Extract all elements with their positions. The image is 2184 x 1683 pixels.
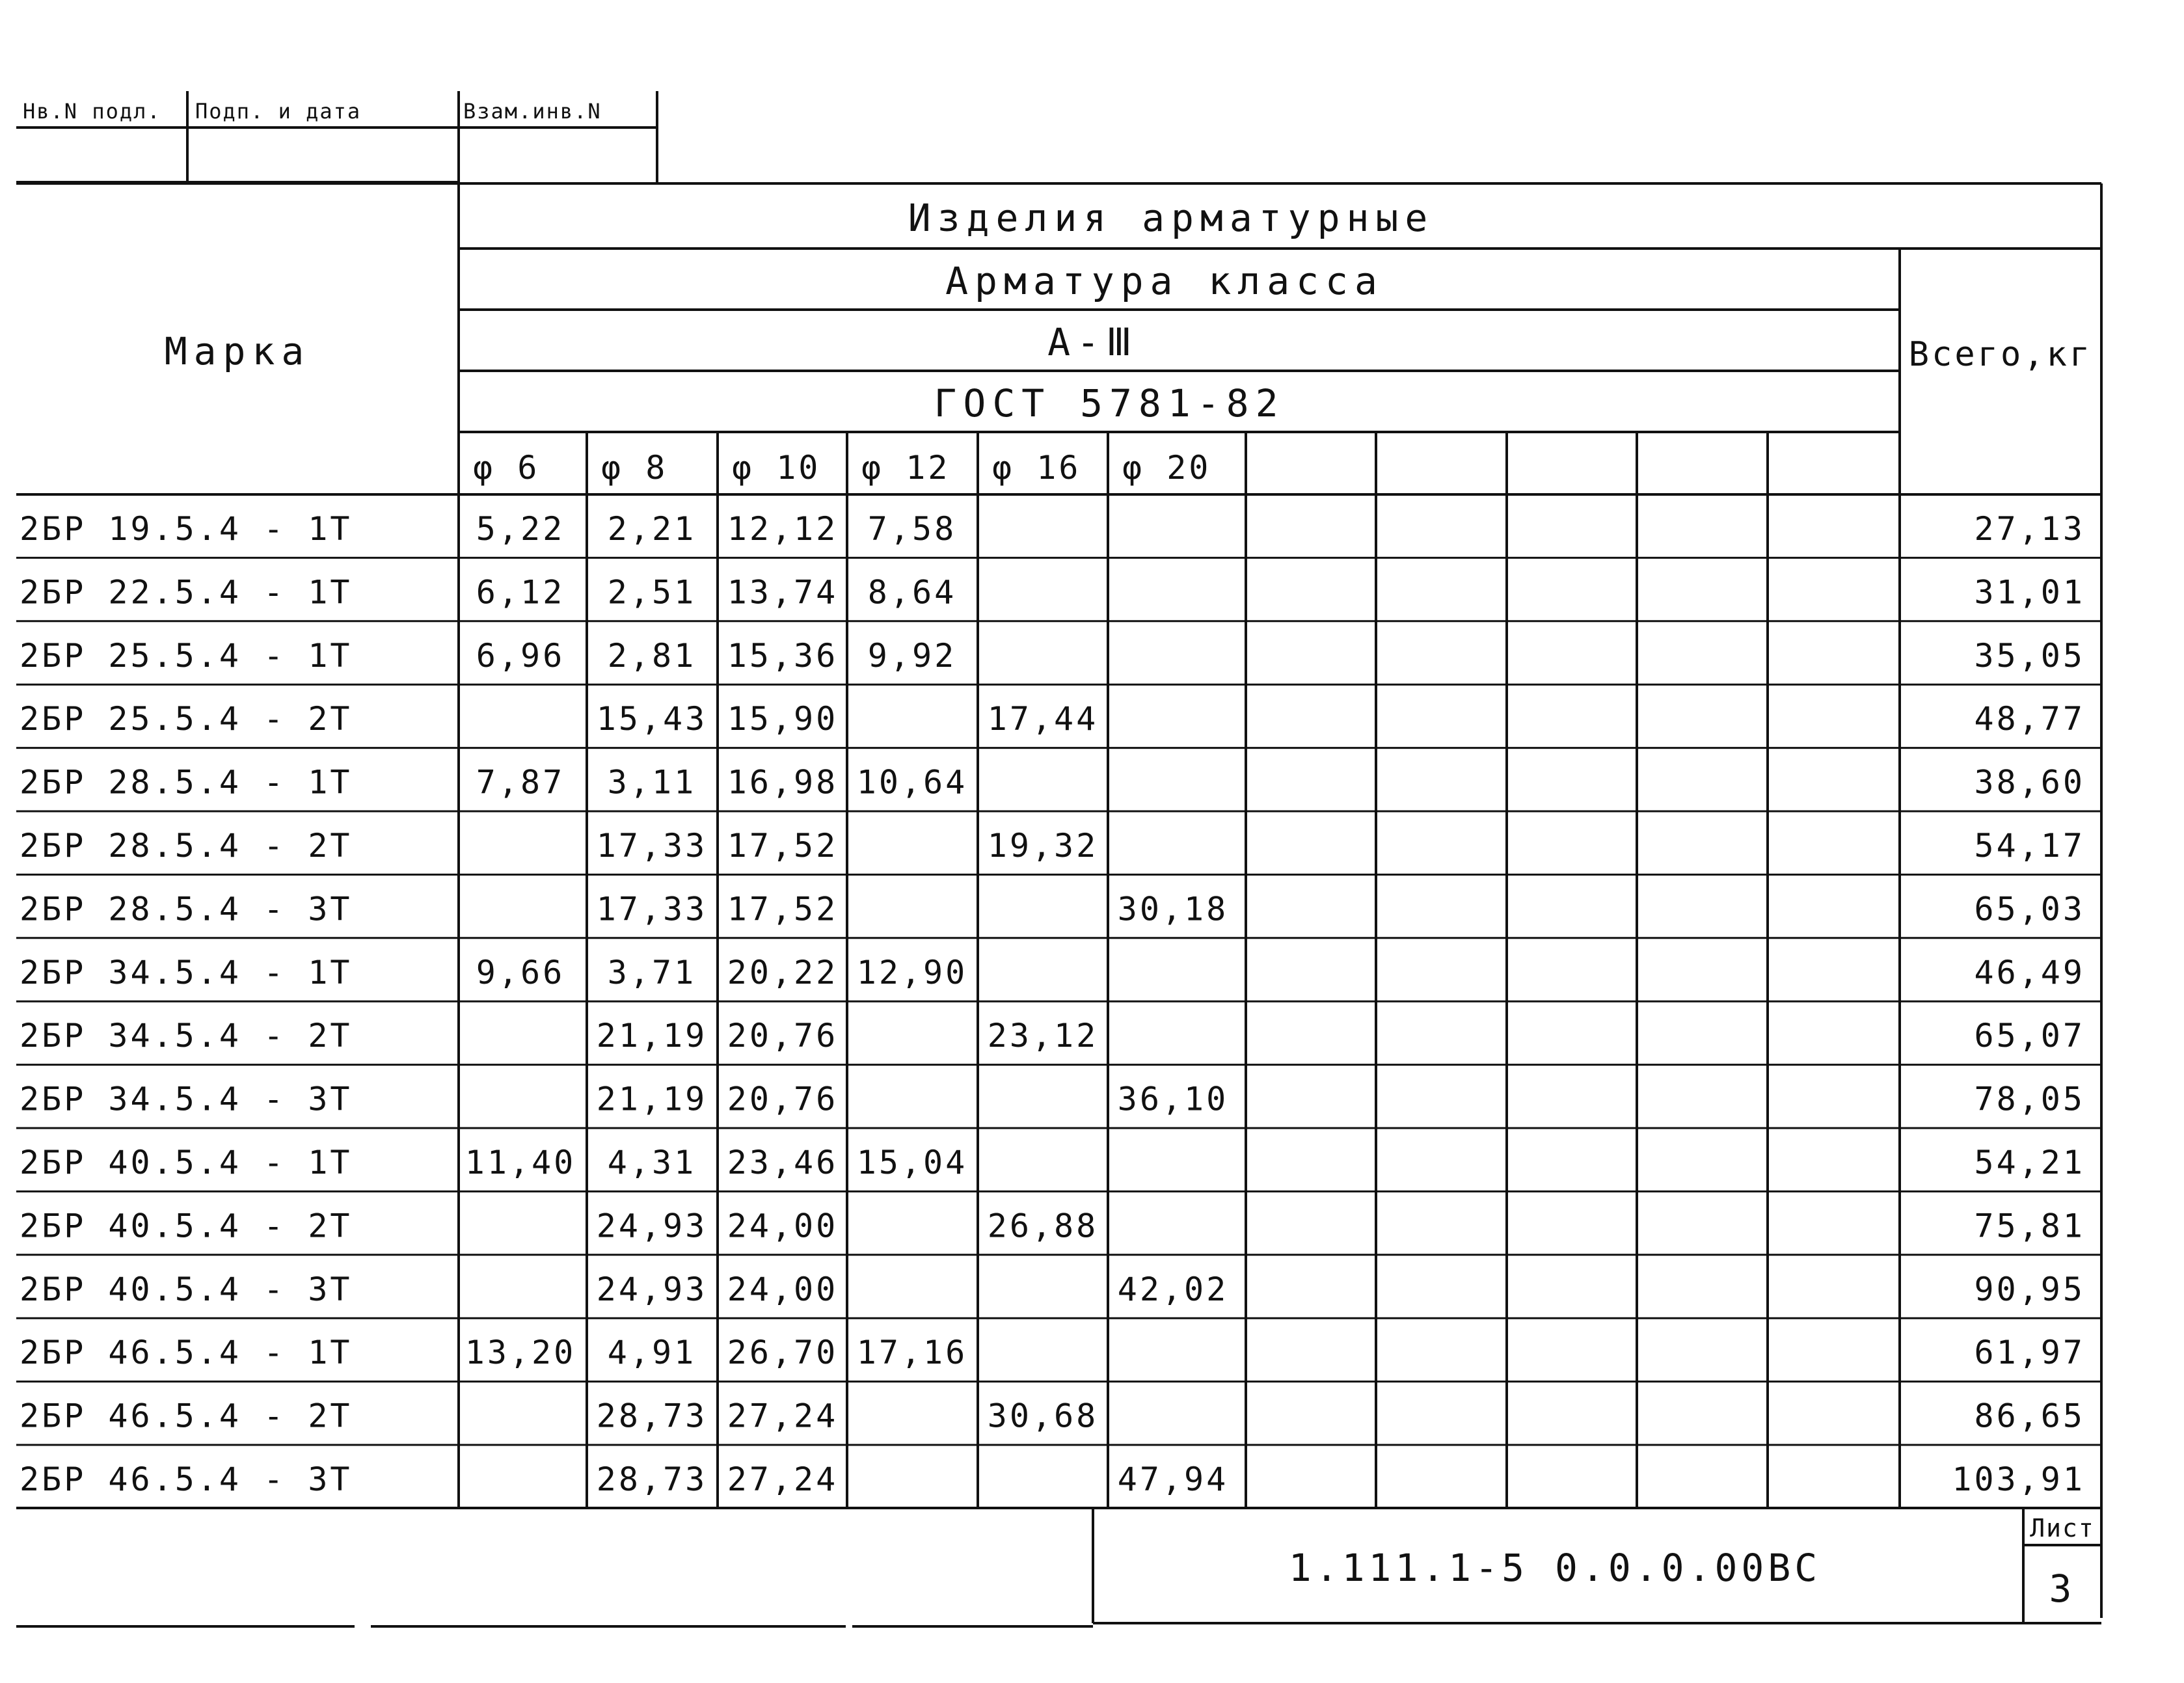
value-cell: 30,18 [1117, 890, 1229, 928]
value-cell: 9,66 [476, 953, 565, 991]
value-cell: 2,21 [607, 510, 697, 548]
value-cell: 11,40 [465, 1144, 576, 1181]
value-cell: 4,91 [607, 1334, 697, 1372]
value-cell: 17,16 [856, 1334, 968, 1372]
value-cell: 10,64 [856, 763, 968, 801]
mark-cell: 2БР 34.5.4 - 1Т [20, 953, 353, 991]
table-body [16, 510, 2101, 1508]
total-cell: 65,07 [1974, 1017, 2085, 1055]
document-code: 1.111.1-5 0.0.0.00ВС [1288, 1546, 1822, 1590]
diameter-header: φ 12 [861, 449, 950, 487]
approval-stamp-labels [23, 99, 602, 124]
mark-cell: 2БР 25.5.4 - 2Т [20, 700, 353, 738]
mark-cell: 2БР 46.5.4 - 1Т [20, 1334, 353, 1372]
value-cell: 36,10 [1117, 1080, 1229, 1118]
value-cell: 21,19 [596, 1080, 708, 1118]
value-cell: 23,12 [987, 1017, 1099, 1055]
rebar-class-label: Арматура класса [945, 259, 1384, 303]
mark-cell: 2БР 40.5.4 - 3Т [20, 1270, 353, 1308]
diameter-header: φ 16 [992, 449, 1081, 487]
value-cell: 5,22 [476, 510, 565, 548]
total-cell: 48,77 [1974, 700, 2085, 738]
total-cell: 54,21 [1974, 1144, 2085, 1181]
diameter-header: φ 6 [473, 449, 540, 487]
table-row [16, 510, 2101, 558]
value-cell: 27,24 [727, 1461, 839, 1498]
mark-cell: 2БР 34.5.4 - 2Т [20, 1017, 353, 1055]
value-cell: 3,71 [607, 953, 697, 991]
table-row [16, 1081, 2101, 1128]
mark-cell: 2БР 46.5.4 - 3Т [20, 1461, 353, 1498]
mark-cell: 2БР 28.5.4 - 1Т [20, 763, 353, 801]
table-row [16, 890, 2101, 937]
value-cell: 20,22 [727, 953, 839, 991]
value-cell: 17,52 [727, 827, 839, 865]
total-cell: 90,95 [1974, 1270, 2085, 1308]
value-cell: 19,32 [987, 827, 1099, 865]
value-cell: 47,94 [1117, 1461, 1229, 1498]
table-row [16, 1334, 2101, 1381]
value-cell: 20,76 [727, 1017, 839, 1055]
value-cell: 17,52 [727, 890, 839, 928]
total-cell: 65,03 [1974, 890, 2085, 928]
table-row [16, 954, 2101, 1001]
value-cell: 9,92 [867, 636, 957, 675]
sheet-label: Лист [2030, 1514, 2095, 1542]
value-cell: 12,12 [727, 510, 839, 548]
total-cell: 54,17 [1974, 827, 2085, 865]
value-cell: 23,46 [727, 1144, 839, 1181]
value-cell: 28,73 [596, 1397, 708, 1435]
table-row [16, 1207, 2101, 1254]
value-cell: 13,20 [465, 1334, 576, 1372]
table-row [16, 1017, 2101, 1064]
table-row [16, 827, 2101, 874]
value-cell: 3,11 [607, 763, 697, 801]
total-column-header: Всего,кг [1908, 335, 2093, 374]
total-cell: 35,05 [1974, 636, 2085, 675]
value-cell: 27,24 [727, 1397, 839, 1435]
mark-cell: 2БР 46.5.4 - 2Т [20, 1397, 353, 1435]
value-cell: 20,76 [727, 1080, 839, 1118]
value-cell: 7,87 [476, 763, 565, 801]
total-cell: 27,13 [1974, 510, 2085, 548]
mark-column-header: Марка [164, 329, 311, 373]
table-row [16, 1397, 2101, 1445]
mark-cell: 2БР 25.5.4 - 1Т [20, 636, 353, 675]
mark-cell: 2БР 28.5.4 - 2Т [20, 827, 353, 865]
mark-cell: 2БР 40.5.4 - 1Т [20, 1144, 353, 1181]
total-cell: 46,49 [1974, 953, 2085, 991]
rebar-class-value: А-Ⅲ [1047, 320, 1139, 364]
total-cell: 61,97 [1974, 1334, 2085, 1372]
value-cell: 6,12 [476, 573, 565, 612]
diameter-header: φ 20 [1122, 449, 1211, 487]
table-title: Изделия арматурные [908, 196, 1435, 240]
table-row [16, 573, 2101, 621]
value-cell: 7,58 [867, 510, 957, 548]
mark-cell: 2БР 22.5.4 - 1Т [20, 573, 353, 612]
value-cell: 24,93 [596, 1207, 708, 1245]
total-cell: 38,60 [1974, 763, 2085, 801]
value-cell: 15,43 [596, 700, 708, 738]
value-cell: 24,93 [596, 1270, 708, 1308]
value-cell: 6,96 [476, 636, 565, 675]
total-cell: 75,81 [1974, 1207, 2085, 1245]
mark-cell: 2БР 40.5.4 - 2Т [20, 1207, 353, 1245]
total-cell: 31,01 [1974, 573, 2085, 612]
value-cell: 15,90 [727, 700, 839, 738]
diameter-headers [473, 449, 1211, 487]
diameter-header: φ 10 [732, 449, 821, 487]
table-row [16, 764, 2101, 811]
value-cell: 4,31 [607, 1144, 697, 1181]
total-cell: 78,05 [1974, 1080, 2085, 1118]
title-block [1289, 1514, 2095, 1611]
value-cell: 2,81 [607, 636, 697, 675]
table-row [16, 700, 2101, 747]
value-cell: 2,51 [607, 573, 697, 612]
table-row [16, 1461, 2101, 1508]
value-cell: 26,88 [987, 1207, 1099, 1245]
table-row [16, 1144, 2101, 1191]
value-cell: 26,70 [727, 1334, 839, 1372]
total-cell: 86,65 [1974, 1397, 2085, 1435]
value-cell: 21,19 [596, 1017, 708, 1055]
value-cell: 15,36 [727, 636, 839, 675]
table-row [16, 637, 2101, 684]
total-cell: 103,91 [1952, 1461, 2085, 1498]
value-cell: 15,04 [856, 1144, 968, 1181]
value-cell: 28,73 [596, 1461, 708, 1498]
value-cell: 8,64 [867, 573, 957, 612]
value-cell: 24,00 [727, 1207, 839, 1245]
mark-cell: 2БР 34.5.4 - 3Т [20, 1080, 353, 1118]
value-cell: 42,02 [1117, 1270, 1229, 1308]
value-cell: 12,90 [856, 953, 968, 991]
value-cell: 13,74 [727, 573, 839, 612]
value-cell: 16,98 [727, 763, 839, 801]
sheet-number: 3 [2049, 1567, 2076, 1611]
mark-cell: 2БР 19.5.4 - 1Т [20, 510, 353, 548]
value-cell: 17,33 [596, 890, 708, 928]
stamp-label-signature: Подп. и дата [195, 99, 362, 124]
diameter-header: φ 8 [601, 449, 668, 487]
value-cell: 17,33 [596, 827, 708, 865]
mark-cell: 2БР 28.5.4 - 3Т [20, 890, 353, 928]
gost-label: ГОСТ 5781-82 [934, 381, 1285, 425]
stamp-label-inventory: Нв.N подл. [23, 99, 161, 124]
value-cell: 17,44 [987, 700, 1099, 738]
value-cell: 24,00 [727, 1270, 839, 1308]
stamp-label-replacement: Взам.инв.N [463, 99, 602, 124]
value-cell: 30,68 [987, 1397, 1099, 1435]
table-row [16, 1271, 2101, 1318]
